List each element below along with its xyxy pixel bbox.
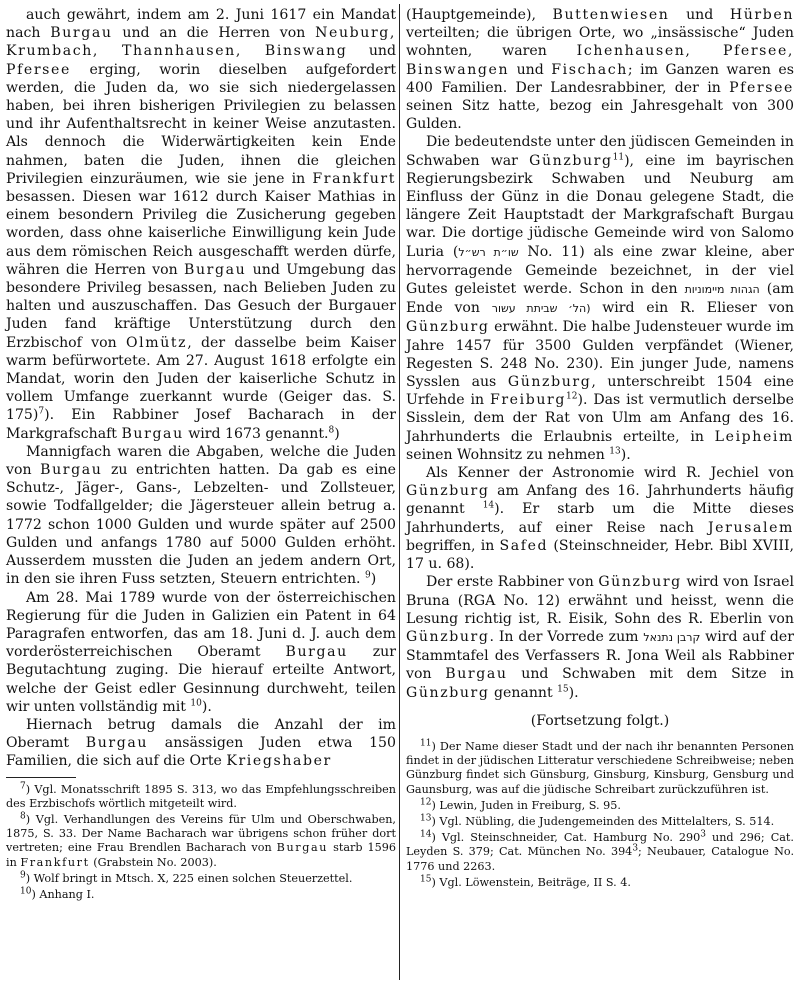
text-run: Günzburg <box>406 483 490 500</box>
text-run: ) Vgl. Verhandlungen des Vereins für Ulm und Oberschwaben, 1875, S. 33. Der Name Bacharach war übrigens schon früher dort vertreten; eine Frau Brendlen Bacharach von <box>6 812 396 855</box>
column-divider <box>399 4 400 980</box>
text-run: , der dasselbe beim Kaiser warm befürwortete. Am 27. August 1618 erfolgte ein Mandat, worin den Juden der kaiserliche Schutz in vollem Umfange zuerkannt wurde (Geiger das. S. 175) <box>6 334 396 424</box>
footnote-marker: 3 <box>700 829 706 840</box>
text-run: ). <box>568 684 579 701</box>
footnote-marker: 15 <box>557 683 569 694</box>
text-run: Hiernach betrug damals die Anzahl der im Oberamt <box>6 716 396 752</box>
text-run: Günzburg <box>529 152 613 169</box>
text-run: begriffen, in <box>406 537 500 554</box>
text-run: erwähnt. Die halbe Judensteuer wurde im Jahre 1457 für 3500 Gulden verpfändet (Wiener, Regesten S. 248 No. 230). Ein junger Jude, namens Sysslen aus <box>406 319 794 391</box>
text-run: Burgau <box>184 261 247 278</box>
fn14 <box>406 831 794 874</box>
text-run: Burgau <box>50 25 113 42</box>
text-run: seinen Sitz hatte, bezog ein Jahresgehalt von 300 Gulden. <box>406 98 794 133</box>
text-run: Frankfurt <box>20 855 90 869</box>
text-run: Safed <box>499 537 549 554</box>
text-run: Buttenwiesen <box>552 7 670 23</box>
fn10 <box>6 888 396 902</box>
text-run: Günzburg <box>406 628 490 645</box>
text-run: starb 1596 in <box>6 841 396 869</box>
text-run: ). Das ist vermutlich derselbe Sisslein, dem der Rat von Ulm am Anfang des 16. Jahrhunderts die Erlaubnis erteilte, in <box>406 392 794 445</box>
text-run: ; im Ganzen waren es 400 Familien. Der Landesrabbiner, der in <box>406 61 794 96</box>
fn9 <box>6 872 396 886</box>
text-run: seinen Wohnsitz zu nehmen <box>406 446 610 463</box>
text-run: Olmütz <box>125 334 188 351</box>
text-run: ansässigen Juden etwa 150 Familien, die sich auf die Orte <box>6 735 396 770</box>
text-run: ). Ein Rabbiner Josef Bacharach in der Markgrafschaft <box>6 407 396 442</box>
p5 <box>406 6 794 133</box>
right-body <box>406 6 794 702</box>
text-run: und an die Herren von <box>112 25 316 42</box>
text-run: ) <box>370 571 377 588</box>
text-run: besassen. Diesen war 1612 durch Kaiser Mathias in einem besondern Privileg die Zusicherung gegeben worden, dass ohne kaiserliche Einwilligung kein Jude aus dem römischen Reich ausgeschafft werden dürfe, währen die Herren von <box>6 189 396 278</box>
text-run: erging, worin dieselben aufgefordert werden, die Juden da, wo sie sich niedergelassen haben, bei ihren bisherigen Privilegien zu belassen und ihr Aufenthaltsrecht in keiner Weise anzutasten. Als dennoch die Widerwärtigkeiten kein Ende nahmen, baten die Juden, ihnen die gleichen Privilegien einzuräumen, wie sie jene in <box>6 61 396 187</box>
text-run: verteilten; die übrigen Orte, wo „insässische“ Juden wohnten, waren <box>406 25 794 60</box>
text-run: Burgau <box>85 735 149 752</box>
text-run: Günzburg <box>406 684 490 701</box>
left-body <box>6 6 396 771</box>
text-run: Hürben <box>729 7 795 23</box>
text-run: ) <box>334 425 340 442</box>
footnote-rule <box>6 777 76 778</box>
right-footnotes <box>406 740 794 890</box>
text-run: wird ein R. Elieser von <box>590 300 794 317</box>
footnote-marker: 8 <box>328 424 335 435</box>
p4 <box>6 716 396 771</box>
fn12 <box>406 799 794 813</box>
footnote-marker: 9 <box>20 870 26 881</box>
text-run: ) Der Name dieser Stadt und der nach ihr benannten Personen findet in der jüdischen Litteratur verschiedene Schreibweise; neben Günzburg findet sich Günsburg, Ginsburg, Kinsburg, Gensburg und Gaunsburg, was auf die jüdische Schreibart zurückzuführen ist. <box>406 739 794 796</box>
p7 <box>406 464 794 573</box>
text-run: ) Vgl. Steinschneider, Cat. Hamburg No. 290 <box>431 831 701 845</box>
text-run: Burgau <box>276 841 329 855</box>
fn15 <box>406 876 794 890</box>
text-run: ) Anhang I. <box>31 887 95 901</box>
fn7 <box>6 780 396 811</box>
p8 <box>406 573 794 701</box>
footnote-marker: 12 <box>566 391 578 402</box>
footnote-marker: 8 <box>20 811 26 822</box>
text-run: Der erste Rabbiner von <box>426 574 599 591</box>
text-run: Burgau <box>40 462 103 479</box>
right-column <box>406 6 794 892</box>
footnote-marker: 13 <box>609 446 621 457</box>
footnote-marker: 13 <box>420 813 432 824</box>
footnote-marker: 14 <box>420 829 432 840</box>
fn11 <box>406 740 794 797</box>
text-run: und <box>669 7 730 23</box>
text-run: und <box>509 61 552 78</box>
text-run: Kriegshaber <box>226 753 332 770</box>
text-run: zu entrichten hatten. Da gab es eine Schutz-, Jäger-, Gans-, Lebzelten- und Zollsteuer, sowie Todfallgelder; die Jägersteuer allein betrug a. 1772 schon 1000 Gulden und wurde später auf 2500 Gulden und anfangs 1780 auf 5000 Gulden erhöht. Ausserdem mussten die Juden an jedem andern Ort, in den sie ihren Fuss setzten, Steuern entrichten. <box>6 462 396 588</box>
text-run: . In der Vorrede zum <box>489 628 644 645</box>
text-run: und Schwaben mit dem Sitze in <box>507 666 794 683</box>
text-run: ) Vgl. Nübling, die Judengemeinden des Mittelalters, S. 514. <box>431 814 775 828</box>
text-run: genannt <box>489 684 558 701</box>
left-column <box>6 6 396 904</box>
text-run: ). <box>201 698 212 715</box>
text-run: Burgau <box>121 425 184 442</box>
text-run: Burgau <box>445 666 508 683</box>
footnote-marker: 14 <box>482 500 495 511</box>
text-run: Pfersee <box>729 79 794 96</box>
hebrew-text: קרבן נתנאל <box>643 630 701 644</box>
footnote-marker: 15 <box>420 874 432 885</box>
text-run: Günzburg <box>507 374 592 391</box>
p3 <box>6 589 396 716</box>
text-run: (Grabstein No. 2003). <box>89 855 217 869</box>
text-run: Frankfurt <box>312 170 396 187</box>
text-run: Als Kenner der Astronomie wird R. Jechiel von <box>426 465 794 482</box>
text-run: Burgau <box>285 644 348 661</box>
text-run: Neuburg, Krumbach, Thannhausen, Binswang <box>6 25 396 60</box>
text-run: wird von Israel Bruna (RGA No. 12) erwähnt und heisst, wenn die Lesung richtig ist, R. Eisik, Sohn des R. Eberlin von <box>406 574 794 627</box>
text-run: Mannigfach waren die Abgaben, welche die Juden von <box>6 443 396 479</box>
footnote-marker: 10 <box>20 886 32 897</box>
left-footnotes <box>6 780 396 903</box>
text-run: auch gewährt, indem am 2. Juni 1617 ein Mandat nach <box>6 7 396 42</box>
hebrew-text: שו״ת רש״ל <box>458 245 519 259</box>
text-run: ) Wolf bringt in Mtsch. X, 225 einen solchen Steuerzettel. <box>25 871 353 885</box>
footnote-marker: 9 <box>364 570 371 581</box>
p1 <box>6 6 396 443</box>
text-run: (Hauptgemeinde), <box>406 7 553 23</box>
text-run: ) Lewin, Juden in Freiburg, S. 95. <box>431 798 621 812</box>
text-run: Am 28. Mai 1789 wurde von der österreichischen Regierung für die Juden in Galizien ein Patent in 64 Paragrafen entworfen, das am 18. Juni d. J. auch dem vorderösterreichischen Oberamt <box>6 589 396 661</box>
text-run: wird auf der Stammtafel des Verfassers R. Jona Weil als Rabbiner von <box>406 628 794 683</box>
hebrew-text: הגהות מיימוניות <box>684 283 760 297</box>
text-run: Die bedeutendste unter den jüdiscen Gemeinden in Schwaben war <box>406 134 794 169</box>
footnote-marker: 7 <box>38 406 45 417</box>
text-run: No. 11) als eine zwar kleine, aber hervorragende Gemeinde bezeichnet, in der viel Gutes geleistet werde. Schon in den <box>406 243 794 298</box>
text-run: am Anfang des 16. Jahrhunderts häufig genannt <box>406 483 794 518</box>
text-run: Günzburg <box>598 574 682 591</box>
fn8 <box>6 813 396 870</box>
text-run: ) Vgl. Monatsschrift 1895 S. 313, wo das Empfehlungsschreiben des Erzbischofs wörtlich mitgeteilt wird. <box>6 782 396 810</box>
text-run: zur Begutachtung zuging. Die hierauf erteilte Antwort, welche der Geist edler Gesinnung durchweht, teilen wir unten vollständig mit <box>6 644 396 715</box>
text-run: (am Ende von <box>406 281 794 317</box>
fn13 <box>406 815 794 829</box>
footnote-marker: 10 <box>190 698 202 709</box>
text-run: Freiburg <box>489 392 566 409</box>
footnote-marker: 11 <box>420 738 432 749</box>
p6 <box>406 133 794 464</box>
text-run: Pfersee <box>6 61 71 78</box>
text-run: und <box>347 43 397 60</box>
footnote-marker: 3 <box>632 843 639 854</box>
text-run: Leipheim <box>714 428 794 445</box>
footnote-marker: 12 <box>420 797 432 807</box>
hebrew-text: (הל׳ שביתת עשור <box>491 302 591 316</box>
text-run: ). Er starb um die Mitte dieses Jahrhunderts, auf einer Reise nach <box>406 501 794 536</box>
text-run: ), eine im bayrischen Regierungsbezirk Schwaben und Neuburg am Einfluss der Günz in die Donau gelegene Stadt, die längere Zeit Hauptstadt der Markgrafschaft Burgau war. Die dortige jüdische Gemeinde wird von Salomo Luria ( <box>406 152 794 260</box>
text-run: Jerusalem <box>707 519 794 536</box>
text-run: ). <box>620 446 631 463</box>
text-run: wird 1673 genannt. <box>183 425 329 442</box>
text-run: ; Neubauer, Catalogue No. 1776 und 2263. <box>406 845 795 873</box>
footnote-marker: 7 <box>20 780 26 791</box>
footnote-marker: 11 <box>612 151 625 162</box>
p2 <box>6 443 396 589</box>
text-run: Fischach <box>551 61 628 78</box>
text-run: und Umgebung das besondere Privileg besassen, nach Belieben Juden zu halten und auszuschaffen. Das Gesuch der Burgauer Juden fand kräftige Unterstützung durch den Erzbischof von <box>6 261 396 351</box>
text-run: , unterschreibt 1504 eine Urfehde in <box>406 374 794 409</box>
continuation-note: (Fortsetzung folgt.) <box>530 712 670 729</box>
text-run: Günzburg <box>406 319 490 336</box>
text-run: Ichenhausen, Pfersee, Binswangen <box>406 43 794 78</box>
text-run: (Steinschneider, Hebr. Bibl XVIII, 17 u. 68). <box>406 537 794 573</box>
text-run: und 296; Cat. Leyden S. 379; Cat. München No. 394 <box>406 831 794 859</box>
text-run: ) Vgl. Löwenstein, Beiträge, II S. 4. <box>431 875 631 889</box>
